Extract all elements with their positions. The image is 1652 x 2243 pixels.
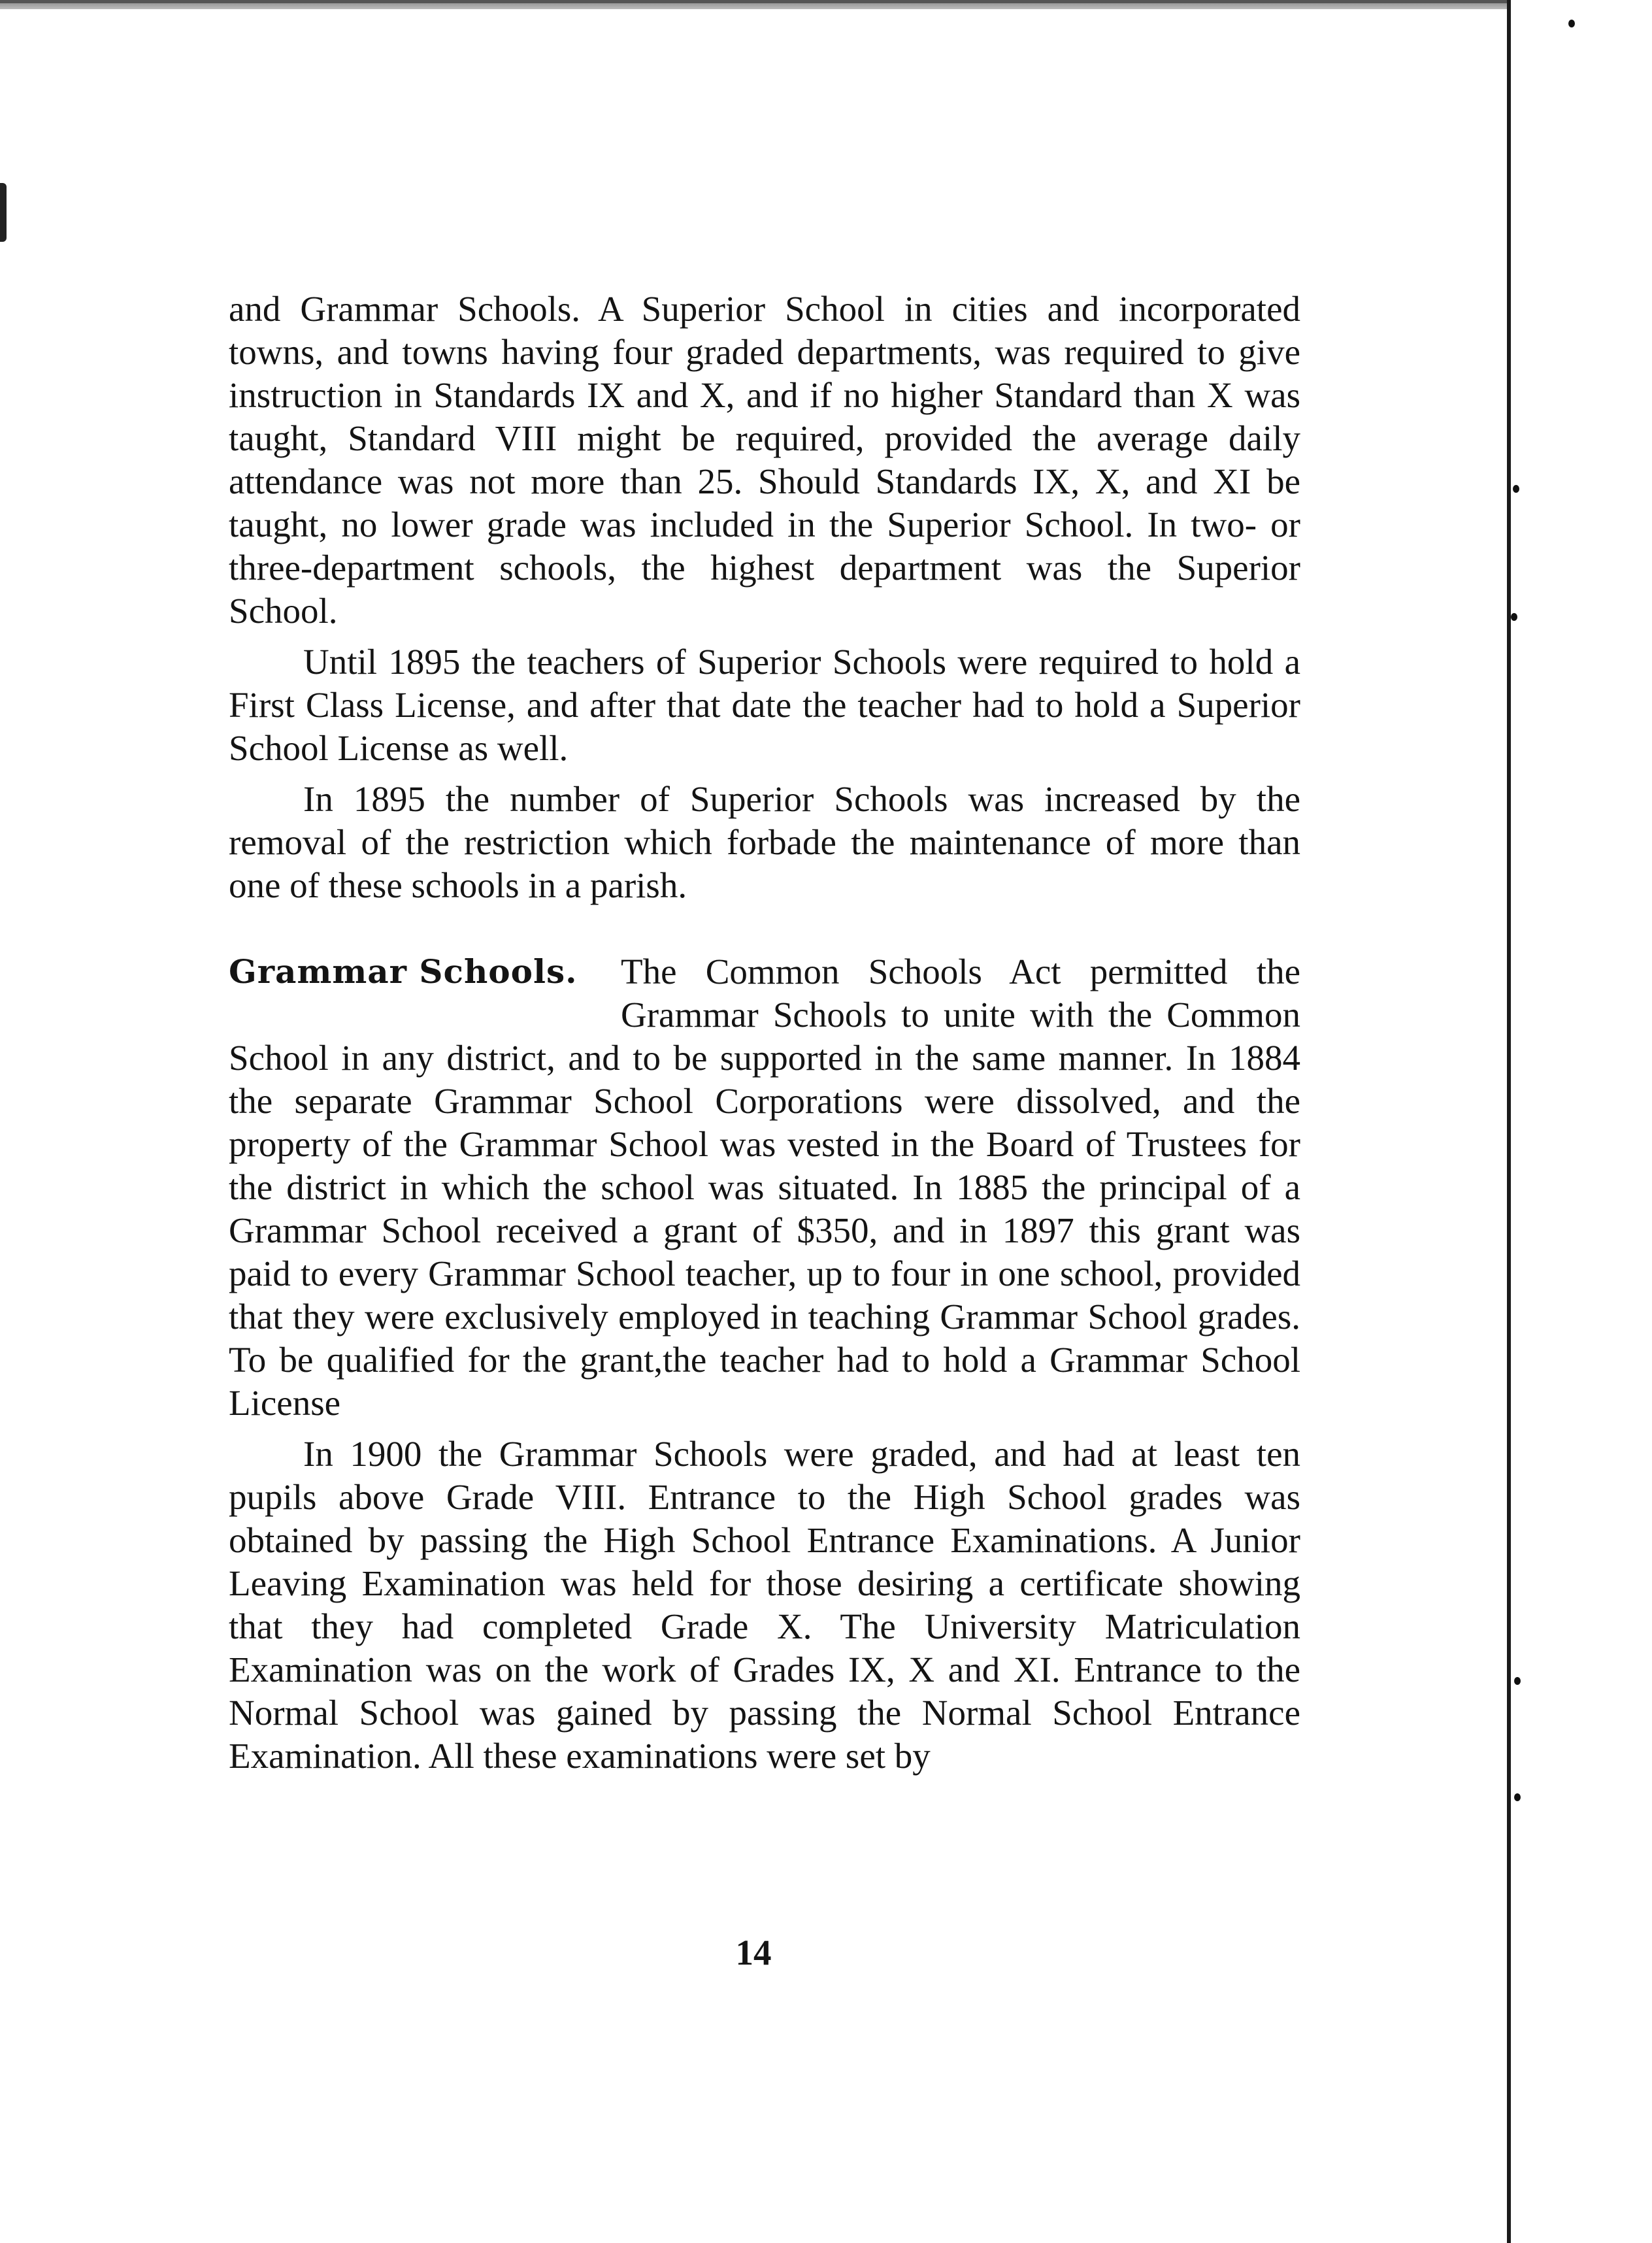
margin-speck — [1511, 613, 1517, 621]
margin-speck — [1514, 1793, 1521, 1801]
page-top-edge — [0, 0, 1510, 9]
page-number: 14 — [735, 1933, 772, 1972]
adjacent-page-margin — [1511, 0, 1652, 2243]
paragraph-grammar-graded: In 1900 the Grammar Schools were graded, and had at least ten pupils above Grade VIII. Entrance to the High School grades was obtained by passing the High School Entrance Examinations. A Junior Leaving Examination was held for those desiring a certificate showing that they had completed Grade X. The University Matriculation Examination was on the work of Grades IX, X and XI. Entrance to the Normal School was gained by passing the Normal School Entrance Examination. All these examinations were set by — [229, 1434, 1300, 1776]
paragraph-grammar-schools: The Common Schools Act permitted the Grammar Schools to unite with the Common School in any district, and to be supported in the same manner. In 1884 the separate Grammar School Corporations were dissolved, and the property of the Grammar School was vested in the Board of Trustees for the district in which the school was situated. In 1885 the principal of a Grammar School received a grant of $350, and in 1897 this grant was paid to every Grammar School teacher, up to four in one school, provided that they were exclusively employed in teaching Grammar School grades. To be qualified for the grant,the teacher had to hold a Grammar School License — [229, 952, 1300, 1423]
margin-speck — [1568, 20, 1575, 27]
paragraph-superior-schools-continued: and Grammar Schools. A Superior School in cities and incorporated towns, and towns having four graded departments, was required to give instruction in Standards IX and X, and if no higher Standard than X was taught, Standard VIII might be required, provided the average daily attendance was not more than 25. Should Standards IX, X, and XI be taught, no lower grade was included in the Superior School. In two- or three-department schools, the highest department was the Superior School. — [229, 289, 1300, 631]
body-text — [229, 288, 1300, 1778]
left-edge-mark — [0, 183, 7, 242]
margin-speck — [1513, 485, 1519, 493]
margin-speck — [1514, 1677, 1521, 1685]
grammar-schools-section — [229, 950, 1300, 1425]
paragraph-superior-increase: In 1895 the number of Superior Schools was increased by the removal of the restriction which forbade the maintenance of more than one of these schools in a parish. — [229, 779, 1300, 905]
paragraph-superior-license: Until 1895 the teachers of Superior Schools were required to hold a First Class License, and after that date the teacher had to hold a Superior School License as well. — [229, 642, 1300, 768]
section-heading: Grammar Schools. — [229, 952, 578, 991]
